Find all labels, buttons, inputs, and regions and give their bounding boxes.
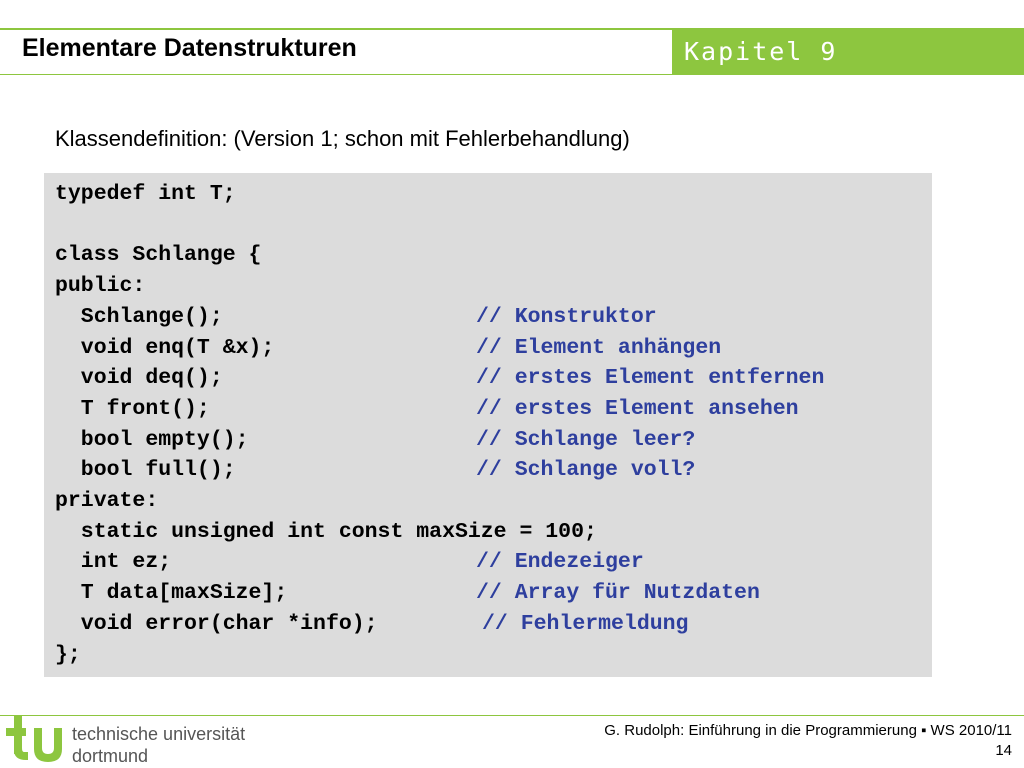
code-block	[44, 173, 932, 677]
code-line	[55, 302, 925, 332]
code-comment: // Fehlermeldung	[482, 611, 689, 636]
code-text: T data[maxSize];	[55, 581, 288, 606]
code-line	[55, 455, 925, 485]
code-line	[55, 609, 925, 639]
code-line	[55, 271, 925, 301]
code-comment: // Konstruktor	[476, 304, 657, 329]
code-comment: // erstes Element entfernen	[476, 366, 825, 391]
code-text: private:	[55, 489, 159, 513]
code-text: Schlange();	[55, 304, 223, 329]
code-text: public:	[55, 274, 146, 299]
code-text: T front();	[55, 396, 210, 421]
code-line	[55, 179, 925, 209]
code-comment: // Schlange leer?	[476, 427, 696, 452]
slide-title: Elementare Datenstrukturen	[22, 34, 357, 62]
code-text: class Schlange {	[55, 243, 262, 268]
chapter-label: Kapitel 9	[684, 37, 838, 66]
code-text: int ez;	[55, 550, 172, 575]
code-line	[55, 240, 925, 270]
university-name-line1: technische universität	[72, 724, 246, 744]
page-number: 14	[995, 742, 1012, 759]
code-line	[55, 333, 925, 363]
chapter-badge	[672, 28, 1024, 74]
code-comment: // Endezeiger	[476, 550, 644, 575]
tu-logo-icon	[6, 716, 64, 766]
code-comment: // Array für Nutzdaten	[476, 581, 760, 606]
code-text: void enq(T &x);	[55, 335, 275, 360]
code-line	[55, 210, 925, 240]
code-line	[55, 578, 925, 608]
code-line	[55, 394, 925, 424]
code-text: void error(char *info);	[55, 611, 378, 636]
code-text: void deq();	[55, 366, 223, 391]
code-comment: // Schlange voll?	[476, 458, 696, 483]
university-name-line2: dortmund	[72, 746, 149, 766]
code-line	[55, 425, 925, 455]
code-line	[55, 363, 925, 393]
code-text: bool empty();	[55, 427, 249, 452]
footer-rule	[0, 715, 1024, 716]
code-line	[55, 517, 925, 547]
code-line	[55, 486, 925, 516]
code-line	[55, 547, 925, 577]
header-bottom-rule	[0, 74, 1024, 75]
footer-credit: G. Rudolph: Einführung in die Programmierung ▪ WS 2010/11	[604, 722, 1012, 739]
code-line	[55, 640, 925, 670]
code-comment: // Element anhängen	[476, 335, 722, 360]
code-comment: // erstes Element ansehen	[476, 396, 799, 421]
code-text: typedef int T;	[55, 182, 236, 206]
slide-subtitle: Klassendefinition: (Version 1; schon mit Fehlerbehandlung)	[55, 126, 630, 151]
code-text: bool full();	[55, 458, 236, 483]
code-text: static unsigned int const maxSize = 100;	[55, 519, 597, 544]
code-text: };	[55, 642, 81, 667]
